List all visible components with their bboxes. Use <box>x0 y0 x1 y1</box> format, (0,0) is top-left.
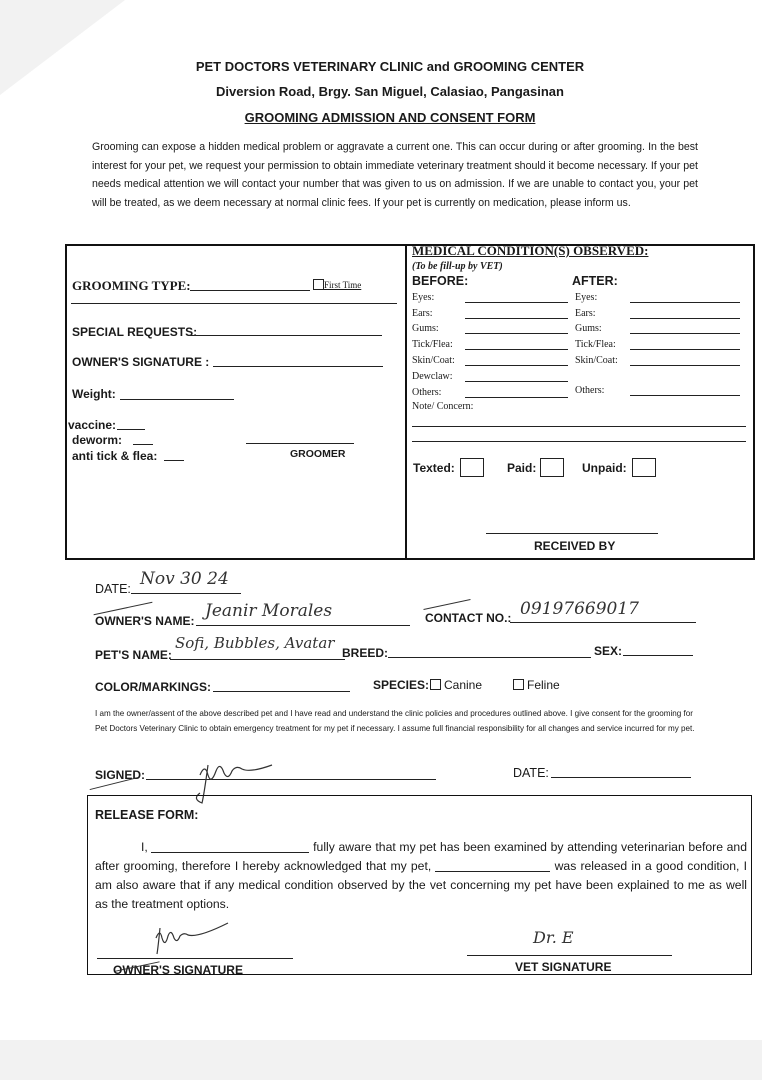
special-requests-field[interactable] <box>188 335 382 336</box>
color-markings-field[interactable] <box>213 691 350 692</box>
vet-signature-line[interactable] <box>467 955 672 956</box>
canine-option[interactable] <box>430 678 482 692</box>
release-pet-name-field[interactable] <box>435 859 550 872</box>
vet-signature-value: Dr. E <box>533 928 574 947</box>
release-text-2: was released in a good condition, I am also aware that if any medical condition observed by the vet concerning my pet have been explained to me as well as the treatment options. <box>95 859 748 911</box>
contact-field[interactable] <box>510 622 696 623</box>
clinic-name: PET DOCTORS VETERINARY CLINIC and GROOMING CENTER <box>195 59 585 74</box>
vet-signature-label: VET SIGNATURE <box>515 960 612 974</box>
before-item-label: Gums: <box>412 323 439 334</box>
breed-label: BREED: <box>342 646 389 660</box>
unpaid-checkbox[interactable] <box>632 458 656 477</box>
before-item-field[interactable] <box>465 349 568 350</box>
owner-signature-label: OWNER'S SIGNATURE : <box>72 355 210 369</box>
after-item-label: Gums: <box>575 323 602 334</box>
unpaid-label: Unpaid: <box>582 461 627 475</box>
paid-checkbox[interactable] <box>540 458 564 477</box>
after-item-field[interactable] <box>630 395 740 396</box>
note-line-2[interactable] <box>412 441 746 442</box>
grooming-type-field[interactable] <box>190 290 310 291</box>
date-label: DATE: <box>95 582 131 596</box>
before-item-field[interactable] <box>465 333 568 334</box>
special-requests-label: SPECIAL REQUESTS: <box>72 325 198 339</box>
note-concern-label: Note/ Concern: <box>412 401 474 412</box>
before-item-label: Eyes: <box>412 292 435 303</box>
anti-tick-field[interactable] <box>164 460 184 461</box>
release-owner-name-field[interactable] <box>151 840 309 853</box>
before-heading: BEFORE: <box>412 274 469 288</box>
after-item-label: Others: <box>575 385 605 396</box>
release-paragraph <box>95 838 747 914</box>
agreement-paragraph: I am the owner/assent of the above described pet and I have read and understand the clinic policies and procedures outlined above. I give consent for the grooming for Pet Doctors Veterinary Clinic to obtain emergency treatment for my pet if necessary. I assume full financial responsibility for all changes and service incurred for my pet. <box>95 709 695 733</box>
feline-label: Feline <box>527 678 560 692</box>
before-item-field[interactable] <box>465 302 568 303</box>
grooming-type-label: GROOMING TYPE: <box>72 278 191 293</box>
before-item-label: Dewclaw: <box>412 371 453 382</box>
release-title: RELEASE FORM: <box>95 808 199 822</box>
before-item-field[interactable] <box>465 397 568 398</box>
date2-field[interactable] <box>551 777 691 778</box>
first-time-label: First Time <box>324 280 362 290</box>
signed-label: SIGNED: <box>95 768 146 782</box>
before-item-label: Skin/Coat: <box>412 355 455 366</box>
weight-field[interactable] <box>120 399 234 400</box>
breed-field[interactable] <box>388 657 591 658</box>
before-item-label: Ears: <box>412 308 433 319</box>
release-text-1: fully aware that my pet has been examined by attending veterinarian before and after grooming, therefore I hereby acknowledged that my pet, <box>95 840 747 873</box>
texted-label: Texted: <box>413 461 455 475</box>
received-by-label: RECEIVED BY <box>534 539 616 553</box>
after-item-field[interactable] <box>630 302 740 303</box>
before-item-field[interactable] <box>465 318 568 319</box>
after-item-label: Eyes: <box>575 292 598 303</box>
species-label: SPECIES: <box>373 678 430 692</box>
paid-label: Paid: <box>507 461 537 475</box>
release-owner-signature-label: OWNER'S SIGNATURE <box>113 963 243 977</box>
received-by-line[interactable] <box>486 533 658 534</box>
before-item-label: Others: <box>412 387 442 398</box>
feline-checkbox[interactable] <box>513 679 524 690</box>
after-item-label: Skin/Coat: <box>575 355 618 366</box>
intro-paragraph: Grooming can expose a hidden medical problem or aggravate a current one. This can occur during or after grooming. In the best interest for your pet, we request your permission to obtain immediate veterinary treatment should it become necessary. If your pet needs medical attention we will contact your number that was given to us on admission. If we are unable to contact you, your pet will be treated, as we deem necessary at normal clinic fees. If your pet is currently on medication, please inform us. <box>92 141 698 209</box>
before-item-field[interactable] <box>465 365 568 366</box>
sex-field[interactable] <box>623 655 693 656</box>
after-item-label: Tick/Flea: <box>575 339 616 350</box>
canine-checkbox[interactable] <box>430 679 441 690</box>
deworm-field[interactable] <box>133 444 153 445</box>
owner-signature-field[interactable] <box>213 366 383 367</box>
medical-title: MEDICAL CONDITION(S) OBSERVED: <box>412 243 649 258</box>
folded-corner <box>0 0 125 95</box>
vaccine-field[interactable] <box>117 429 145 430</box>
contact-label: CONTACT NO.: <box>425 611 512 625</box>
canine-label: Canine <box>444 678 483 692</box>
after-item-field[interactable] <box>630 349 740 350</box>
sex-label: SEX: <box>594 644 623 658</box>
before-item-label: Tick/Flea: <box>412 339 453 350</box>
owner-name-field[interactable] <box>196 625 410 626</box>
after-heading: AFTER: <box>572 274 618 288</box>
vaccine-label: vaccine: <box>68 418 117 432</box>
owner-name-value: Jeanir Morales <box>205 601 333 621</box>
weight-label: Weight: <box>72 387 116 401</box>
feline-option[interactable] <box>513 678 560 692</box>
medical-subtitle: (To be fill-up by VET) <box>412 261 503 272</box>
date-value: Nov 30 24 <box>140 569 229 589</box>
after-item-field[interactable] <box>630 318 740 319</box>
anti-tick-label: anti tick & flea: <box>72 449 158 463</box>
release-owner-signature-scribble <box>148 918 238 958</box>
pet-name-value: Sofi, Bubbles, Avatar <box>175 634 335 652</box>
grooming-type-line-2[interactable] <box>71 303 397 304</box>
groomer-signature-line[interactable] <box>246 443 354 444</box>
form-title: GROOMING ADMISSION AND CONSENT FORM <box>244 110 536 125</box>
date-field[interactable] <box>131 593 241 594</box>
release-owner-signature-line[interactable] <box>97 958 293 959</box>
after-item-field[interactable] <box>630 365 740 366</box>
before-item-field[interactable] <box>465 381 568 382</box>
color-markings-label: COLOR/MARKINGS: <box>95 680 211 694</box>
note-line-1[interactable] <box>412 426 746 427</box>
contact-value: 09197669017 <box>520 599 639 619</box>
date2-label: DATE: <box>513 766 549 780</box>
pet-name-label: PET'S NAME: <box>95 648 172 662</box>
pet-name-field[interactable] <box>170 659 345 660</box>
owner-name-label: OWNER'S NAME: <box>95 614 195 628</box>
release-i: I, <box>141 840 148 854</box>
deworm-label: deworm: <box>72 433 123 447</box>
after-item-field[interactable] <box>630 333 740 334</box>
box-divider <box>405 244 407 558</box>
clinic-address: Diversion Road, Brgy. San Miguel, Calasiao, Pangasinan <box>216 84 564 99</box>
after-item-label: Ears: <box>575 308 596 319</box>
first-time-checkbox[interactable] <box>313 279 324 290</box>
texted-checkbox[interactable] <box>460 458 484 477</box>
groomer-label: GROOMER <box>290 448 346 460</box>
